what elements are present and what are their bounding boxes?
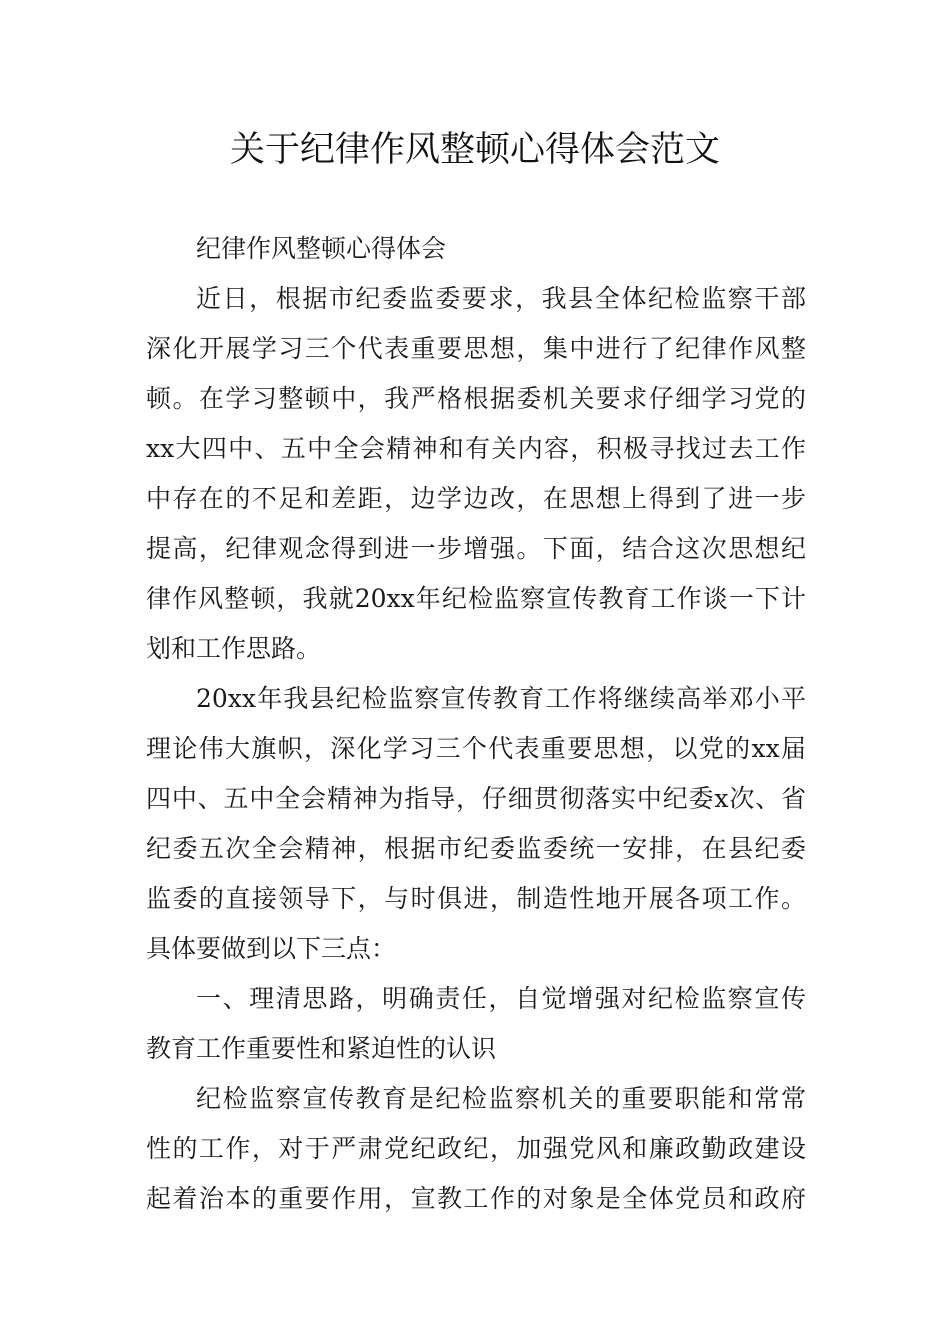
paragraph-line: 纪检监察宣传教育是纪检监察机关的重要职能和常常 bbox=[196, 1084, 806, 1113]
paragraph-line: 划和工作思路。 bbox=[146, 634, 322, 663]
section-heading-line: 教育工作重要性和紧迫性的认识 bbox=[146, 1034, 497, 1063]
paragraph-line: 顿。在学习整顿中，我严格根据委机关要求仔细学习党的 bbox=[146, 384, 806, 413]
paragraph-line: 性的工作，对于严肃党纪政纪，加强党风和廉政勤政建设 bbox=[146, 1134, 806, 1163]
paragraph-line: 近日，根据市纪委监委要求，我县全体纪检监察干部 bbox=[196, 284, 806, 313]
paragraph-line: 纪委五次全会精神，根据市纪委监委统一安排，在县纪委 bbox=[146, 834, 806, 863]
section-heading-line: 一、理清思路，明确责任，自觉增强对纪检监察宣传 bbox=[196, 984, 806, 1013]
paragraph-line: 四中、五中全会精神为指导，仔细贯彻落实中纪委x次、省 bbox=[146, 784, 806, 813]
paragraph-line: xx大四中、五中全会精神和有关内容，积极寻找过去工作 bbox=[146, 434, 806, 463]
paragraph-line: 提高，纪律观念得到进一步增强。下面，结合这次思想纪 bbox=[146, 534, 806, 563]
paragraph-line: 深化开展学习三个代表重要思想，集中进行了纪律作风整 bbox=[146, 334, 806, 363]
subtitle-line: 纪律作风整顿心得体会 bbox=[196, 234, 447, 263]
document-title: 关于纪律作风整顿心得体会范文 bbox=[229, 130, 720, 170]
paragraph-line: 律作风整顿，我就20xx年纪检监察宣传教育工作谈一下计 bbox=[146, 584, 806, 613]
paragraph-line: 中存在的不足和差距，边学边改，在思想上得到了进一步 bbox=[146, 484, 806, 513]
paragraph-line: 具体要做到以下三点： bbox=[146, 934, 397, 963]
paragraph-line: 监委的直接领导下，与时俱进，制造性地开展各项工作。 bbox=[146, 884, 806, 913]
paragraph-line: 20xx年我县纪检监察宣传教育工作将继续高举邓小平 bbox=[196, 684, 806, 713]
paragraph-line: 理论伟大旗帜，深化学习三个代表重要思想，以党的xx届 bbox=[146, 734, 806, 763]
paragraph-line: 起着治本的重要作用，宣教工作的对象是全体党员和政府 bbox=[146, 1184, 806, 1213]
